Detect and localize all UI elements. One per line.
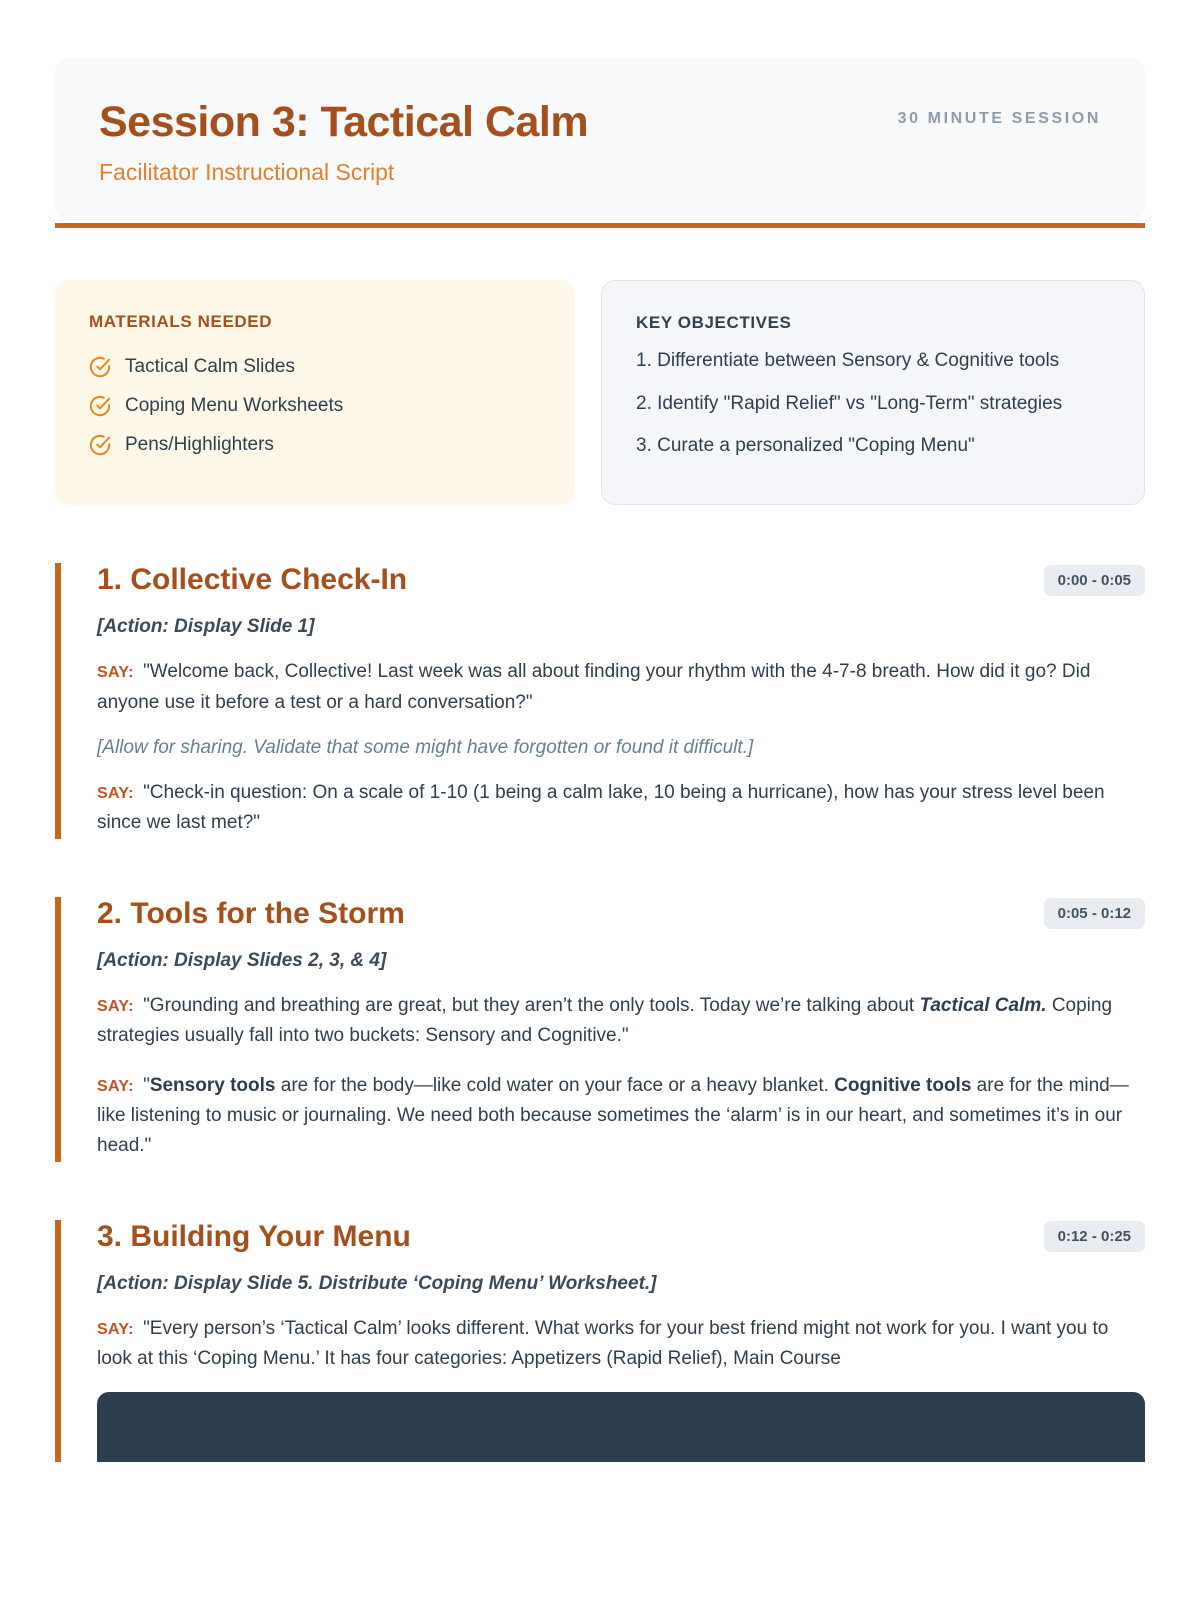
objective-item: 2. Identify "Rapid Relief" vs "Long-Term" strategies	[636, 392, 1063, 414]
say-text-segment: "Grounding and breathing are great, but they aren’t the only tools. Today we’re talking about	[143, 994, 920, 1016]
info-boxes-row	[55, 280, 1145, 505]
header-divider	[55, 223, 1145, 228]
session-length-badge: 30 MINUTE SESSION	[897, 110, 1101, 127]
facilitator-note: [Allow for sharing. Validate that some might have forgotten or found it difficult.]	[97, 736, 754, 758]
objective-item: 3. Curate a personalized "Coping Menu"	[636, 435, 975, 457]
check-circle-icon	[89, 356, 111, 378]
say-paragraph	[97, 1314, 1145, 1375]
action-note: [Action: Display Slides 2, 3, & 4]	[97, 949, 387, 971]
say-text-segment: Tactical Calm.	[919, 994, 1047, 1016]
say-text-segment: Sensory tools	[149, 1074, 276, 1096]
say-text-segment: "Welcome back, Collective! Last week was all about finding your rhythm with the 4-7-8 breath. How did it go? Did anyone use it before a test or a hard conversation?"	[97, 661, 1091, 713]
document-page	[55, 0, 1145, 1462]
materials-box	[55, 280, 575, 505]
section-header	[97, 563, 1145, 597]
header-card	[55, 58, 1145, 220]
say-paragraph	[97, 1071, 1145, 1162]
objective-item: 1. Differentiate between Sensory & Cognitive tools	[636, 350, 1060, 372]
materials-heading: MATERIALS NEEDED	[89, 312, 273, 332]
header-top-row	[99, 98, 1101, 146]
materials-item-label: Pens/Highlighters	[125, 434, 274, 456]
check-circle-icon	[89, 434, 111, 456]
say-label: SAY:	[97, 664, 134, 682]
say-text-segment: are for the mind—like listening to music or journaling. We need both because sometimes the ‘alarm’ is in our heart, and sometimes it’s in our head."	[97, 1074, 1129, 1157]
time-badge: 0:12 - 0:25	[1044, 1221, 1145, 1252]
check-circle-icon	[89, 395, 111, 417]
say-paragraph	[97, 991, 1145, 1052]
section-title: 3. Building Your Menu	[97, 1219, 411, 1253]
objectives-heading: KEY OBJECTIVES	[636, 313, 792, 333]
page-title: Session 3: Tactical Calm	[99, 98, 589, 146]
say-paragraph	[97, 778, 1145, 839]
script-section	[55, 563, 1145, 839]
say-text-segment: Coping strategies usually fall into two buckets: Sensory and Cognitive."	[97, 994, 1113, 1047]
say-label: SAY:	[97, 997, 134, 1015]
say-label: SAY:	[97, 1077, 134, 1095]
script-section	[55, 1220, 1145, 1463]
section-title: 2. Tools for the Storm	[97, 896, 405, 930]
script-section	[55, 897, 1145, 1162]
section-title: 1. Collective Check-In	[97, 563, 408, 597]
say-label: SAY:	[97, 1320, 134, 1338]
say-text-segment: Cognitive tools	[834, 1074, 972, 1096]
section-header	[97, 1220, 1145, 1254]
say-text-segment: "Every person’s ‘Tactical Calm’ looks different. What works for your best friend might not work for you. I want you to look at this ‘Coping Menu.’ It has four categories: Appetizers (Rapid Relief), Main Course	[97, 1317, 1109, 1370]
materials-item-label: Tactical Calm Slides	[125, 356, 295, 378]
time-badge: 0:05 - 0:12	[1044, 898, 1145, 929]
say-text-segment: "Check-in question: On a scale of 1-10 (1 being a calm lake, 10 being a hurricane), how has your stress level been since we last met?"	[97, 781, 1105, 834]
dark-callout-cutoff	[97, 1392, 1145, 1462]
say-label: SAY:	[97, 784, 134, 802]
script-sections	[55, 563, 1145, 1462]
materials-item	[89, 395, 541, 417]
objectives-box	[601, 280, 1145, 505]
materials-list	[89, 356, 541, 456]
say-paragraph	[97, 657, 1145, 718]
materials-item-label: Coping Menu Worksheets	[125, 395, 344, 417]
objectives-list	[636, 347, 1110, 461]
materials-item	[89, 356, 541, 378]
action-note: [Action: Display Slide 5. Distribute ‘Coping Menu’ Worksheet.]	[97, 1272, 657, 1294]
action-note: [Action: Display Slide 1]	[97, 616, 315, 638]
say-text-segment: "	[143, 1074, 150, 1096]
section-header	[97, 897, 1145, 931]
page-subtitle: Facilitator Instructional Script	[99, 159, 395, 186]
materials-item	[89, 434, 541, 456]
time-badge: 0:00 - 0:05	[1044, 565, 1145, 596]
say-text-segment: are for the body—like cold water on your face or a heavy blanket.	[275, 1074, 835, 1096]
